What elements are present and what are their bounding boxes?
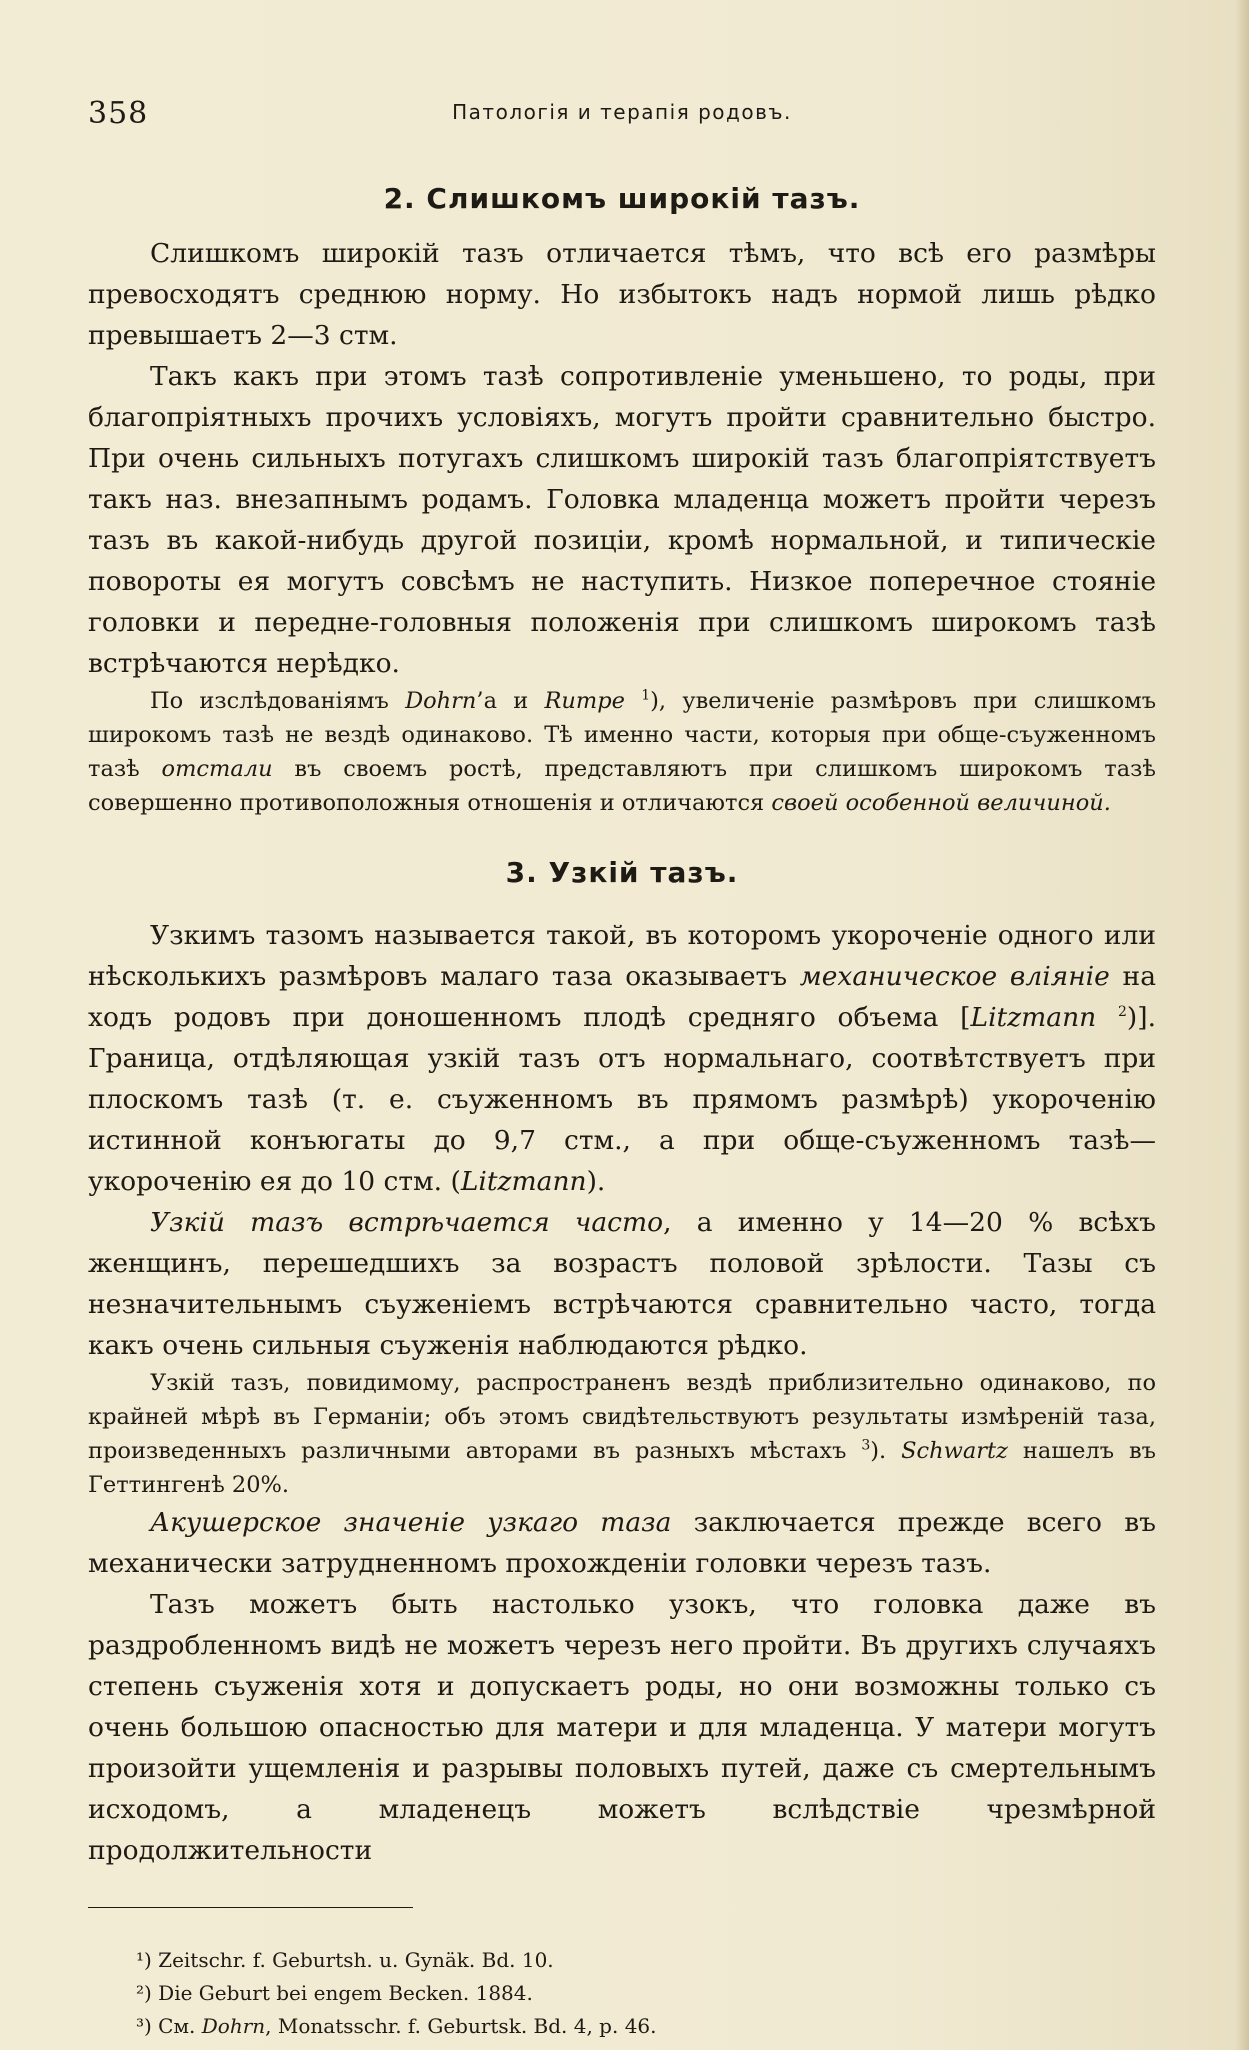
text-run: ). xyxy=(586,1166,606,1197)
author-dohrn: Dohrn xyxy=(201,2014,266,2038)
footnote-ref-2: 2 xyxy=(1117,1004,1127,1021)
footnote-1: ¹) Zeitschr. f. Geburtsh. u. Gynäk. Bd. 10. xyxy=(136,1948,554,1972)
text-run: заключается прежде всего въ механически затрудненномъ прохожденіи головки черезъ тазъ. xyxy=(88,1507,1156,1579)
footnote-divider xyxy=(88,1907,413,1908)
footnote-ref-1: 1 xyxy=(641,687,651,704)
author-litzmann: Litzmann xyxy=(460,1166,587,1197)
running-title: Патологія и терапія родовъ. xyxy=(452,100,792,124)
author-schwartz: Schwartz xyxy=(901,1438,1008,1464)
text-run: ³) См. xyxy=(136,2014,202,2038)
section-3-title: 3. Узкій тазъ. xyxy=(505,856,739,889)
section-3-paragraph-4 xyxy=(88,1502,1156,1584)
text-run: По изслѣдованіямъ xyxy=(150,688,406,714)
author-litzmann: Litzmann xyxy=(970,1002,1097,1033)
author-rumpe: Rumpe xyxy=(544,688,625,714)
page-number: 358 xyxy=(88,96,149,131)
footnote-3 xyxy=(88,2010,1156,2043)
text-run: ). xyxy=(870,1438,902,1464)
section-3-paragraph-3 xyxy=(88,1366,1156,1502)
section-3-paragraph-1 xyxy=(88,915,1156,1202)
text-run: , Monatsschr. f. Geburtsk. Bd. 4, p. 46. xyxy=(265,2014,657,2038)
text-run: Узкимъ тазомъ называется такой, въ которомъ укороченіе одного или нѣсколькихъ размѣровъ малаго таза оказываетъ xyxy=(88,920,1156,992)
emphasis-text: Акушерское значеніе узкаго таза xyxy=(150,1507,672,1538)
text-run: ’а и xyxy=(476,688,545,714)
emphasis-text: Узкій тазъ встрѣчается часто xyxy=(150,1207,664,1238)
author-dohrn: Dohrn xyxy=(405,688,477,714)
section-3-paragraph-2 xyxy=(88,1202,1156,1366)
text-run: въ своемъ ростѣ, представляютъ при слишкомъ широкомъ тазѣ совершенно противоположныя отношенія и отличаются xyxy=(88,756,1156,816)
page-header xyxy=(88,96,1156,132)
section-2-paragraph-1: Слишкомъ широкій тазъ отличается тѣмъ, что всѣ его размѣры превосходятъ среднюю норму. Но избытокъ надъ нормой лишь рѣдко превышаетъ 2—3 стм. xyxy=(88,238,1156,351)
text-run: ), увеличеніе размѣровъ при слишкомъ широкомъ тазѣ не вездѣ одинаково. Тѣ именно части, которыя при обще-съуженномъ тазѣ xyxy=(88,688,1157,782)
section-3-paragraph-5: Тазъ можетъ быть настолько узокъ, что головка даже въ раздробленномъ видѣ не можетъ черезъ него пройти. Въ другихъ случаяхъ степень съуженія хотя и допускаетъ роды, но они возможны только съ очень большою опасностью для матери и для младенца. У матери могутъ произойти ущемленія и разрывы половыхъ путей, даже съ смертельнымъ исходомъ, а младенецъ можетъ вслѣдствіе чрезмѣрной продолжительности xyxy=(88,1589,1156,1866)
section-2-paragraph-3 xyxy=(88,684,1156,820)
emphasis-text: отстали xyxy=(161,756,273,782)
page-body xyxy=(88,182,1156,2043)
footnote-ref-3: 3 xyxy=(861,1437,871,1454)
text-run: Узкій тазъ, повидимому, распространенъ вездѣ приблизительно одинаково, по крайней мѣрѣ въ Германіи; объ этомъ свидѣтельствуютъ результаты измѣреній таза, произведенныхъ различными авторами въ разныхъ мѣстахъ xyxy=(88,1370,1156,1464)
section-2-paragraph-2: Такъ какъ при этомъ тазѣ сопротивленіе уменьшено, то роды, при благопріятныхъ прочихъ условіяхъ, могутъ пройти сравнительно быстро. При очень сильныхъ потугахъ слишкомъ широкій тазъ благопріятствуетъ такъ наз. внезапнымъ родамъ. Головка младенца можетъ пройти черезъ тазъ въ какой-нибудь другой позиціи, кромѣ нормальной, и типическіе повороты ея могутъ совсѣмъ не наступить. Низкое поперечное стояніе головки и передне-головныя положенія при слишкомъ широкомъ тазѣ встрѣчаются нерѣдко. xyxy=(88,361,1156,679)
section-2-title: 2. Слишкомъ широкій тазъ. xyxy=(383,182,861,215)
text-run: на ходъ родовъ при доношенномъ плодѣ средняго объема [ xyxy=(88,961,1157,1033)
text-run: нашелъ въ Геттингенѣ 20%. xyxy=(88,1438,1156,1498)
page-edge-shadow xyxy=(1235,0,1249,2050)
footnote-2: ²) Die Geburt bei engem Becken. 1884. xyxy=(136,1981,533,2005)
emphasis-text: своей особенной величиной. xyxy=(771,790,1111,816)
text-run: , а именно у 14—20 % всѣхъ женщинъ, перешедшихъ за возрастъ половой зрѣлости. Тазы съ незначительнымъ съуженіемъ встрѣчаются сравнительно часто, тогда какъ очень сильныя съуженія наблюдаются рѣдко. xyxy=(88,1207,1156,1361)
emphasis-text: механическое вліяніе xyxy=(799,961,1110,992)
text-run: )]. Граница, отдѣляющая узкій тазъ отъ нормальнаго, соотвѣтствуетъ при плоскомъ тазѣ (т. е. съуженномъ въ прямомъ размѣрѣ) укороченію истинной конъюгаты до 9,7 стм., а при обще-съуженномъ тазѣ—укороченію ея до 10 стм. ( xyxy=(88,1002,1156,1197)
